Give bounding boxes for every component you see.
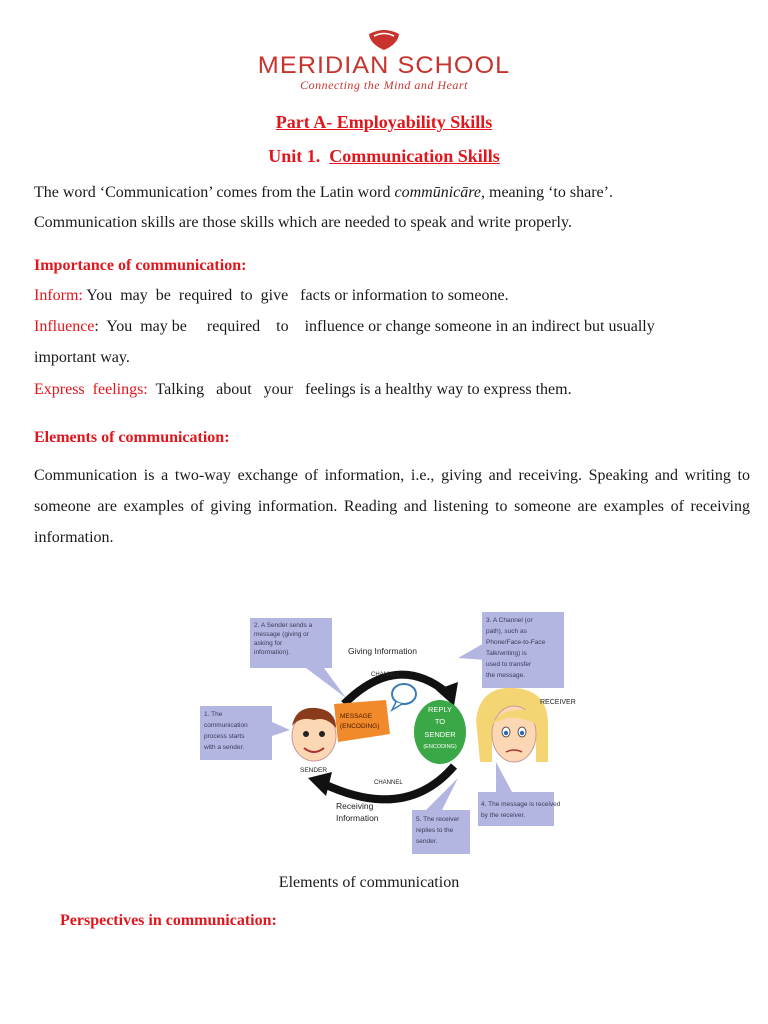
diagram-caption: Elements of communication [278,874,460,891]
reply-label-1: REPLY [427,705,453,714]
note-box-3-pointer [458,642,486,660]
express-item: Express feelings: Talking about your feelings is a healthy way to express them. [34,381,572,398]
channel-bottom-label: CHANNEL [374,780,403,786]
inform-item: Inform: You may be required to give facts or information to someone. [34,287,509,304]
sender-face-icon [292,708,336,761]
importance-heading: Importance of communication: [34,257,247,274]
giving-information-label: Giving Information [348,646,417,656]
note-3-line-2: path), such as [486,628,527,635]
perspectives-heading: Perspectives in communication: [60,912,277,929]
note-box-2-pointer [306,668,346,698]
express-term: Express feelings: [34,381,148,398]
receiver-label: RECEIVER [540,699,576,706]
note-3-line-6: the message. [486,672,526,679]
note-1-line-3: process starts [204,733,245,740]
receiver-face-icon [476,688,548,762]
note-2-line-4: information). [254,649,291,656]
reply-label-2: TO [434,717,446,726]
communication-diagram [196,612,596,862]
school-tagline: Connecting the Mind and Heart [300,78,468,92]
part-title: Part A- Employability Skills [275,112,493,132]
elements-heading: Elements of communication: [34,429,230,446]
receiving-information-label-2: Information [336,813,379,823]
reply-label-3: SENDER [424,730,456,739]
note-3-line-3: Phone/Face-to-Face [486,639,546,646]
school-name: MERIDIAN SCHOOL [257,52,511,79]
note-3-line-1: 3. A Channel (or [486,617,533,624]
receiving-information-label-1: Receiving [336,801,374,811]
note-1-line-4: with a sender. [204,744,245,751]
note-4-line-2: by the receiver. [481,812,526,819]
elements-paragraph: Communication is a two-way exchange of information, i.e., giving and receiving. Speaking and writing to someone are examples of giving information. Reading and listening to someone are examples of receiving information. [34,467,750,546]
unit-title: Unit 1. Communication Skills [268,146,500,166]
influence-item: Influence: You may be required to influence or change someone in an indirect but usually [34,318,655,335]
note-1-line-1: 1. The [204,711,223,718]
note-3-line-4: Talk/writing) is [486,650,527,657]
intro-line-1: The word ‘Communication’ comes from the Latin word commūnicāre, meaning ‘to share’. [34,184,613,201]
note-2-line-2: message (giving or [254,631,309,638]
school-emblem-icon [366,30,402,52]
note-3-line-5: used to transfer [486,661,532,668]
receiving-arrow-head-icon [308,772,332,796]
note-2-line-3: asking for [254,640,283,647]
reply-label-4: (ENCODING) [423,744,457,750]
channel-top-label: CHANNEL [371,672,400,678]
note-box-4-pointer [496,762,512,792]
message-box [334,700,390,742]
note-5-line-2: replies to the [416,827,454,834]
influence-continued: important way. [34,349,130,366]
note-4-line-1: 4. The message is received [481,801,561,808]
intro-line-2: Communication skills are those skills which are needed to speak and write properly. [34,214,572,231]
sender-label: SENDER [300,767,328,774]
note-box-4 [478,792,554,826]
inform-term: Inform: [34,287,83,304]
note-5-line-3: sender. [416,838,438,845]
message-label: MESSAGE [340,713,373,720]
message-encoding-label: (ENCODING) [340,723,380,730]
speech-bubble-icon [392,684,416,704]
note-box-1-pointer [272,722,290,736]
influence-term: Influence [34,318,95,335]
latin-word: commūnicāre [394,184,481,201]
note-1-line-2: communication [204,722,248,729]
note-2-line-1: 2. A Sender sends a [254,622,313,629]
note-5-line-1: 5. The receiver [416,816,460,823]
